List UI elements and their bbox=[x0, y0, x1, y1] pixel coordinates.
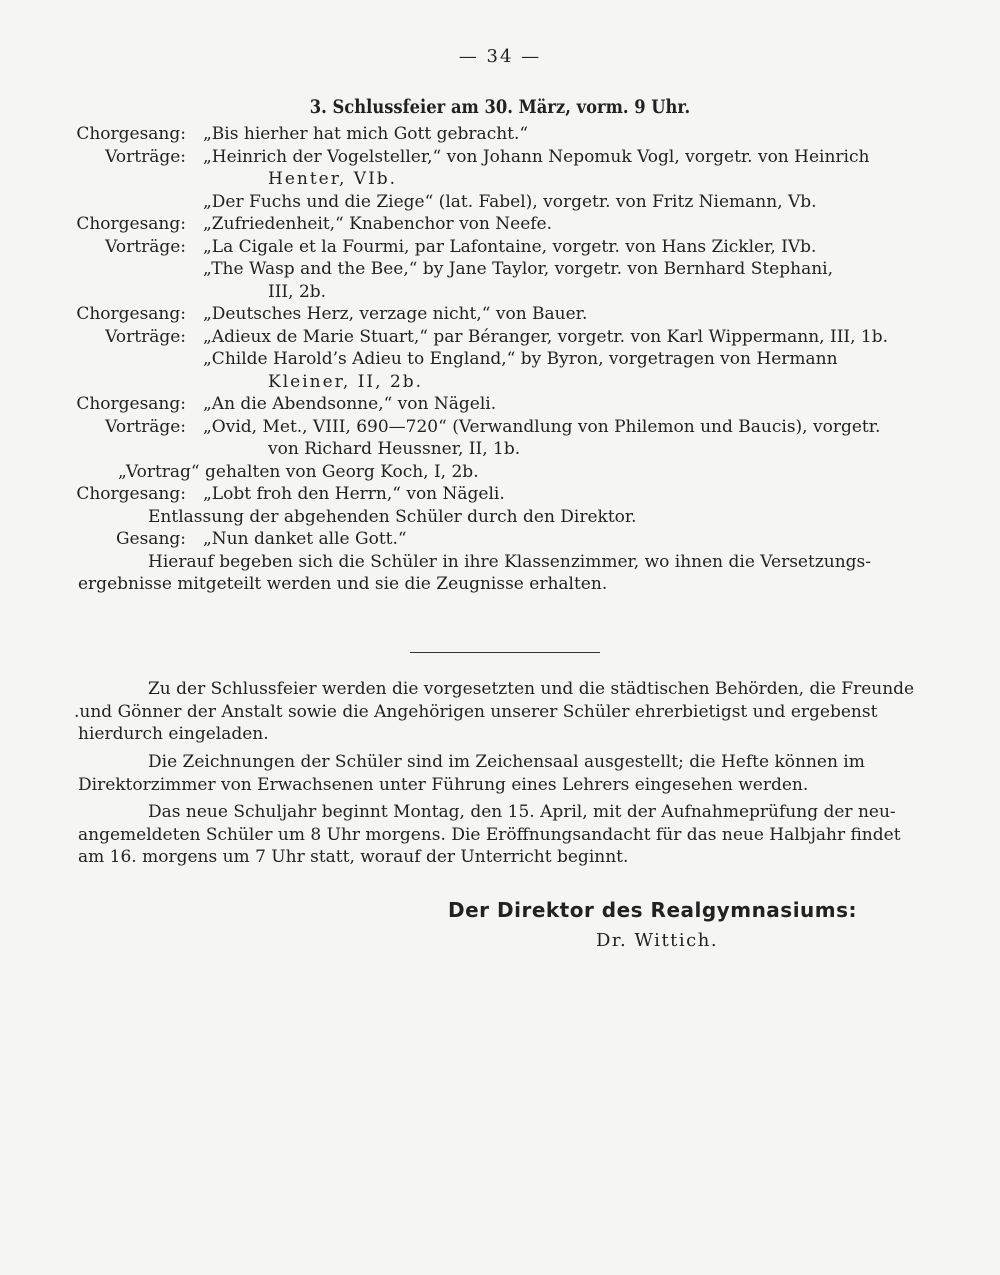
paragraph-line: Die Zeichnungen der Schüler sind im Zeichensaal ausgestellt; die Hefte können im bbox=[148, 752, 865, 772]
program-line bbox=[0, 393, 1000, 416]
signature-name: Dr. Wittich. bbox=[596, 930, 719, 951]
paragraph-line: hierdurch eingeladen. bbox=[78, 724, 269, 744]
invitation-paragraph bbox=[74, 678, 936, 746]
program-text: III, 2b. bbox=[268, 281, 327, 302]
program-text: „Nun danket alle Gott.“ bbox=[203, 529, 407, 549]
program-label: Chorgesang: bbox=[76, 304, 186, 324]
program-text: „Zufriedenheit,“ Knabenchor von Neefe. bbox=[203, 214, 553, 234]
drawings-paragraph bbox=[78, 751, 936, 796]
paragraph-line: am 16. morgens um 7 Uhr statt, worauf der Unterricht beginnt. bbox=[78, 847, 629, 867]
program-line bbox=[0, 416, 1000, 439]
program-line bbox=[0, 236, 1000, 259]
program-text: „Bis hierher hat mich Gott gebracht.“ bbox=[203, 124, 529, 144]
program-label: Chorgesang: bbox=[76, 214, 186, 234]
section-divider bbox=[410, 652, 600, 653]
program-label: Chorgesang: bbox=[76, 124, 186, 144]
program-text: von Richard Heussner, II, 1b. bbox=[268, 439, 521, 459]
program-line bbox=[0, 348, 1000, 371]
program-line bbox=[0, 573, 1000, 596]
paragraph-line: Direktorzimmer von Erwachsenen unter Führung eines Lehrers eingesehen werden. bbox=[78, 774, 809, 795]
program-text: „Heinrich der Vogelsteller,“ von Johann Nepomuk Vogl, vorgetr. von Heinrich bbox=[203, 146, 870, 167]
program-text: Entlassung der abgehenden Schüler durch den Direktor. bbox=[148, 506, 637, 527]
program-label: Vorträge: bbox=[105, 146, 186, 167]
program-line bbox=[0, 168, 1000, 191]
program-line bbox=[0, 438, 1000, 461]
program-text: ergebnisse mitgeteilt werden und sie die Zeugnisse erhalten. bbox=[78, 574, 608, 594]
paragraph-line: Das neue Schuljahr beginnt Montag, den 15. April, mit der Aufnahmeprüfung der neu- bbox=[148, 802, 896, 822]
program-line bbox=[0, 123, 1000, 146]
program-text: „Childe Harold’s Adieu to England,“ by Byron, vorgetragen von Hermann bbox=[203, 349, 838, 369]
program-line bbox=[0, 258, 1000, 281]
program-line bbox=[0, 528, 1000, 551]
program-line bbox=[0, 213, 1000, 236]
program-text: „An die Abendsonne,“ von Nägeli. bbox=[203, 394, 497, 414]
program-text: „Ovid, Met., VIII, 690—720“ (Verwandlung von Philemon und Baucis), vorgetr. bbox=[203, 416, 881, 437]
program-label: Vorträge: bbox=[105, 416, 186, 437]
program-line bbox=[0, 506, 1000, 529]
program-line bbox=[0, 483, 1000, 506]
page-number: — 34 — bbox=[458, 46, 542, 67]
program-label: Vorträge: bbox=[105, 326, 186, 347]
program-text: „Vortrag“ gehalten von Georg Koch, I, 2b. bbox=[118, 461, 479, 482]
program-text: „Deutsches Herz, verzage nicht,“ von Bauer. bbox=[203, 304, 588, 324]
program-text: „Der Fuchs und die Ziege“ (lat. Fabel), vorgetr. von Fritz Niemann, Vb. bbox=[203, 191, 817, 212]
program-text: Henter, VIb. bbox=[268, 169, 398, 189]
paragraph-line: Zu der Schlussfeier werden die vorgesetzten und die städtischen Behörden, die Freunde bbox=[148, 679, 915, 699]
school-year-paragraph bbox=[78, 801, 936, 869]
program-text: „Lobt froh den Herrn,“ von Nägeli. bbox=[203, 484, 505, 504]
paragraph-line: angemeldeten Schüler um 8 Uhr morgens. Die Eröffnungsandacht für das neue Halbjahr findet bbox=[78, 824, 901, 845]
program-text: Kleiner, II, 2b. bbox=[268, 371, 424, 392]
program-text: „Adieux de Marie Stuart,“ par Béranger, vorgetr. von Karl Wippermann, III, 1b. bbox=[203, 326, 889, 347]
program-line bbox=[0, 371, 1000, 394]
program-line bbox=[0, 146, 1000, 169]
signature-heading: Der Direktor des Realgymnasiums: bbox=[448, 898, 858, 922]
program-line bbox=[0, 303, 1000, 326]
program-line bbox=[0, 461, 1000, 484]
program-label: Gesang: bbox=[115, 529, 186, 549]
program-line bbox=[0, 191, 1000, 214]
program-line bbox=[0, 281, 1000, 304]
program-label: Chorgesang: bbox=[76, 484, 186, 504]
section-title: 3. Schlussfeier am 30. März, vorm. 9 Uhr. bbox=[309, 96, 691, 118]
program-label: Vorträge: bbox=[105, 236, 186, 257]
paragraph-line: .und Gönner der Anstalt sowie die Angehörigen unserer Schüler ehrerbietigst und ergebenst bbox=[74, 701, 878, 722]
program-line bbox=[0, 551, 1000, 574]
program-text: „La Cigale et la Fourmi, par Lafontaine, vorgetr. von Hans Zickler, IVb. bbox=[203, 236, 817, 257]
program-label: Chorgesang: bbox=[76, 394, 186, 414]
program-text: Hierauf begeben sich die Schüler in ihre Klassenzimmer, wo ihnen die Versetzungs- bbox=[148, 551, 872, 572]
program-line bbox=[0, 326, 1000, 349]
program-text: „The Wasp and the Bee,“ by Jane Taylor, vorgetr. von Bernhard Stephani, bbox=[203, 259, 833, 279]
ceremony-program bbox=[0, 123, 1000, 596]
